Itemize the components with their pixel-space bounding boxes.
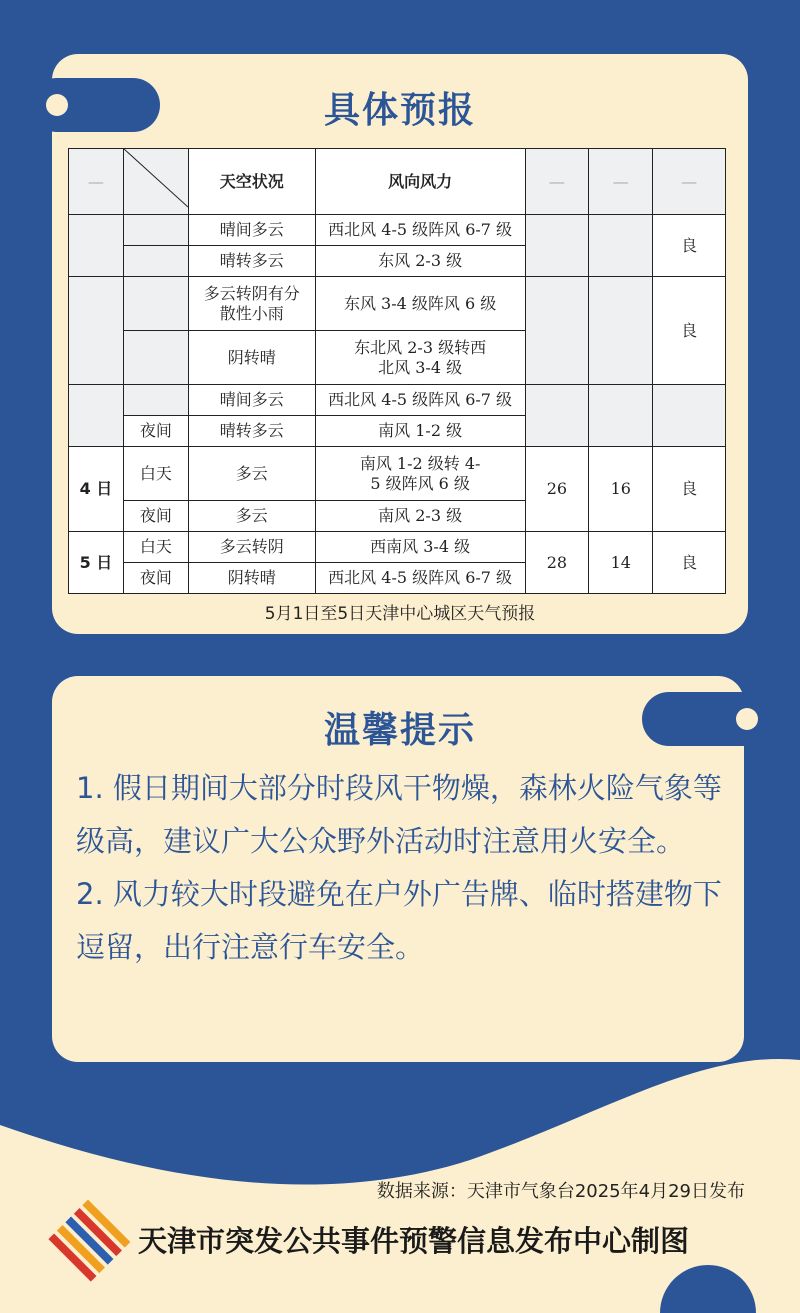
- header-high: —: [525, 149, 589, 215]
- forecast-title: 具体预报: [323, 90, 476, 131]
- day-cell: 5 日: [69, 532, 124, 594]
- high-temp-cell: 28: [525, 532, 589, 594]
- wind-text: 东北风 2-3 级转西北风 3-4 级: [354, 337, 487, 377]
- period-cell: [123, 246, 188, 277]
- tip-item: 2. 风力较大时段避免在户外广告牌、临时搭建物下逗留，出行注意行车安全。: [76, 877, 722, 964]
- period-cell: [123, 331, 188, 385]
- day-cell: 4 日: [69, 447, 124, 532]
- wind-cell: [315, 447, 525, 501]
- header-diag: [123, 149, 188, 215]
- header-wind: 风向风力: [315, 149, 525, 215]
- low-temp-cell: [589, 215, 653, 277]
- aqi-cell: [653, 385, 726, 447]
- forecast-table: [68, 148, 726, 594]
- tip-item: 1. 假日期间大部分时段风干物燥，森林火险气象等级高，建议广大公众野外活动时注意用火安全。: [76, 771, 722, 858]
- forecast-caption: 5月1日至5日天津中心城区天气预报: [264, 604, 536, 624]
- wind-cell: 南风 2-3 级: [315, 501, 525, 532]
- wind-cell: 西北风 4-5 级阵风 6-7 级: [315, 563, 525, 594]
- period-cell: 白天: [123, 447, 188, 501]
- low-temp-cell: [589, 385, 653, 447]
- aqi-cell: 良: [653, 215, 726, 277]
- day-cell: [69, 277, 124, 385]
- wind-cell: 西北风 4-5 级阵风 6-7 级: [315, 385, 525, 416]
- aqi-cell: 良: [653, 532, 726, 594]
- period-cell: 夜间: [123, 563, 188, 594]
- aqi-cell: 良: [653, 447, 726, 532]
- header-aqi: —: [653, 149, 726, 215]
- header-low: —: [589, 149, 653, 215]
- period-cell: [123, 215, 188, 246]
- day-cell: [69, 215, 124, 277]
- sky-cell: 晴间多云: [188, 385, 315, 416]
- data-source: 数据来源：天津市气象台2025年4月29日发布: [376, 1181, 745, 1202]
- sky-cell: [188, 277, 315, 331]
- sky-cell: 多云: [188, 447, 315, 501]
- brand-logo-icon: [44, 1200, 132, 1284]
- wind-text: 南风 1-2 级转 4-5 级阵风 6 级: [359, 453, 481, 493]
- wind-cell: 东风 3-4 级阵风 6 级: [315, 277, 525, 331]
- diagonal-line: [124, 149, 188, 209]
- header-sky: 天空状况: [188, 149, 315, 215]
- wind-cell: 东风 2-3 级: [315, 246, 525, 277]
- low-temp-cell: 16: [589, 447, 653, 532]
- sky-cell: 阴转晴: [188, 563, 315, 594]
- period-cell: 夜间: [123, 501, 188, 532]
- high-temp-cell: [525, 385, 589, 447]
- wind-cell: 西北风 4-5 级阵风 6-7 级: [315, 215, 525, 246]
- high-temp-cell: [525, 277, 589, 385]
- wind-cell: 西南风 3-4 级: [315, 532, 525, 563]
- low-temp-cell: 14: [589, 532, 653, 594]
- period-cell: [123, 277, 188, 331]
- aqi-cell: 良: [653, 277, 726, 385]
- header-date: —: [69, 149, 124, 215]
- sky-cell: 晴间多云: [188, 215, 315, 246]
- sky-cell: 晴转多云: [188, 416, 315, 447]
- sky-cell: 阴转晴: [188, 331, 315, 385]
- period-cell: [123, 385, 188, 416]
- period-cell: 夜间: [123, 416, 188, 447]
- tips-list: [76, 762, 726, 974]
- low-temp-cell: [589, 277, 653, 385]
- sky-cell: 多云: [188, 501, 315, 532]
- period-cell: 白天: [123, 532, 188, 563]
- wind-cell: [315, 331, 525, 385]
- tips-title: 温馨提示: [323, 710, 476, 751]
- high-temp-cell: 26: [525, 447, 589, 532]
- sky-cell: 多云转阴: [188, 532, 315, 563]
- day-cell: [69, 385, 124, 447]
- wind-cell: 南风 1-2 级: [315, 416, 525, 447]
- sky-cell: 晴转多云: [188, 246, 315, 277]
- sky-text: 多云转阴有分散性小雨: [203, 283, 300, 323]
- organization-name: 天津市突发公共事件预警信息发布中心制图: [138, 1224, 690, 1258]
- high-temp-cell: [525, 215, 589, 277]
